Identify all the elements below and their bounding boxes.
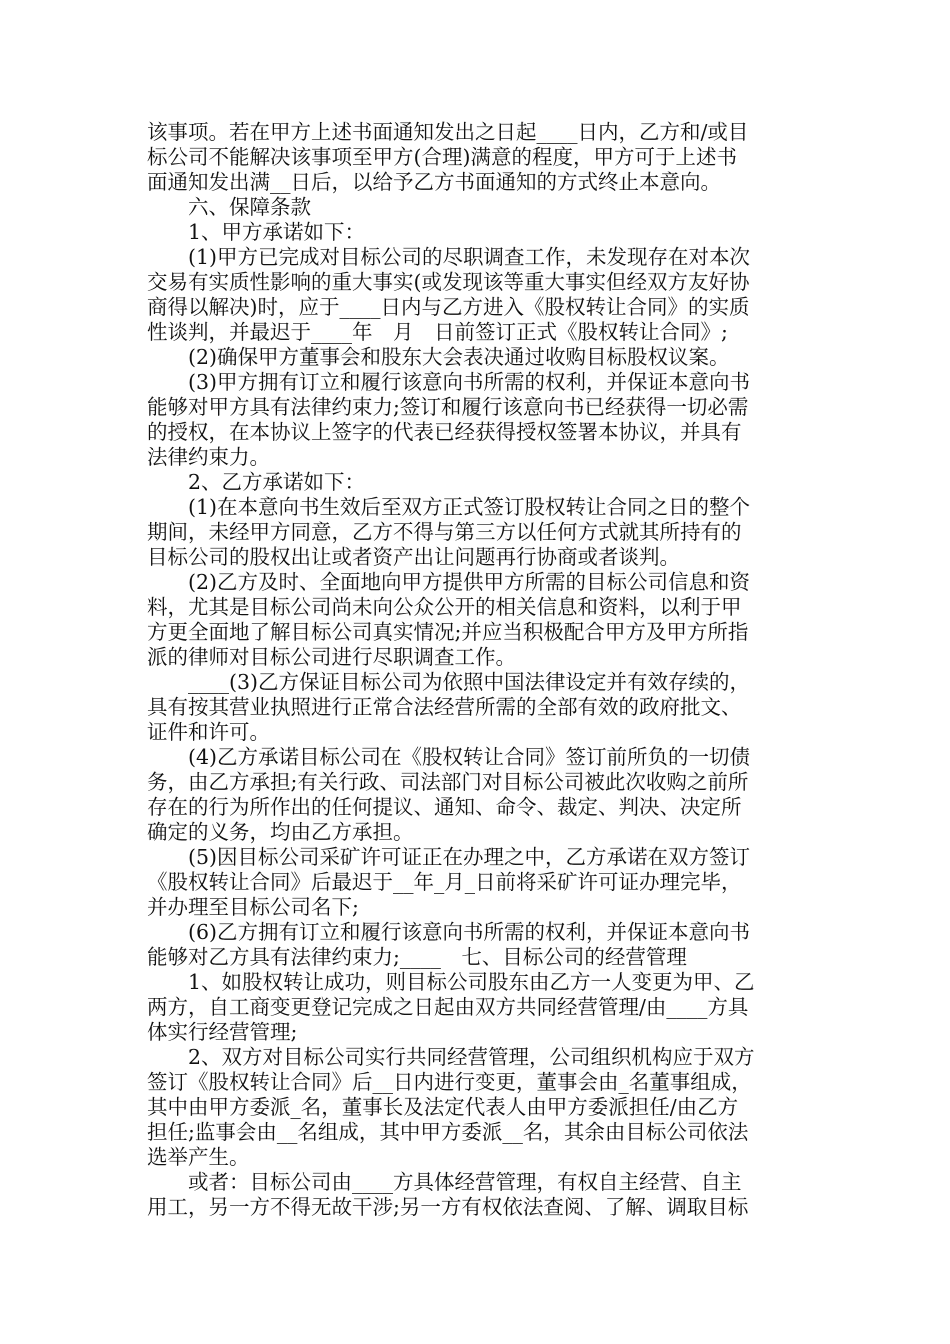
text-line: 的授权，在本协议上签字的代表已经获得授权签署本协议，并具有 bbox=[147, 420, 742, 444]
text-line: 担任;监事会由__名组成，其中甲方委派__名，其余由目标公司依法 bbox=[147, 1120, 749, 1144]
text-line: 体实行经营管理; bbox=[147, 1020, 298, 1044]
text-line: (2)乙方及时、全面地向甲方提供甲方所需的目标公司信息和资 bbox=[147, 570, 751, 594]
text-line: 期间，未经甲方同意，乙方不得与第三方以任何方式就其所持有的 bbox=[147, 520, 742, 544]
text-line: 《股权转让合同》后最迟于__年_月_日前将采矿许可证办理完毕， bbox=[147, 870, 742, 894]
text-line: (6)乙方拥有订立和履行该意向书所需的权利，并保证本意向书 bbox=[147, 920, 751, 944]
text-line: 签订《股权转让合同》后__日内进行变更，董事会由_名董事组成， bbox=[147, 1070, 752, 1094]
text-line: 能够对甲方具有法律约束力;签订和履行该意向书已经获得一切必需 bbox=[147, 395, 749, 419]
subsection-heading: 1、甲方承诺如下： bbox=[147, 220, 366, 244]
text-line: (5)因目标公司采矿许可证正在办理之中，乙方承诺在双方签订 bbox=[147, 845, 751, 869]
text-line: 用工，另一方不得无故干涉;另一方有权依法查阅、了解、调取目标 bbox=[147, 1195, 749, 1219]
text-line: 其中由甲方委派_名，董事长及法定代表人由甲方委派担任/由乙方 bbox=[147, 1095, 739, 1119]
text-line: 法律约束力。 bbox=[147, 445, 270, 469]
text-line: 两方，自工商变更登记完成之日起由双方共同经营管理/由____方具 bbox=[147, 995, 749, 1019]
text-line: 务，由乙方承担;有关行政、司法部门对目标公司被此次收购之前所 bbox=[147, 770, 749, 794]
text-line: 证件和许可。 bbox=[147, 720, 270, 744]
text-line: (3)甲方拥有订立和履行该意向书所需的权利，并保证本意向书 bbox=[147, 370, 751, 394]
text-line: 1、如股权转让成功，则目标公司股东由乙方一人变更为甲、乙 bbox=[147, 970, 755, 994]
text-line: 并办理至目标公司名下; bbox=[147, 895, 359, 919]
text-line: 料，尤其是目标公司尚未向公众公开的相关信息和资料，以利于甲 bbox=[147, 595, 742, 619]
text-line: 能够对乙方具有法律约束力;____ 七、目标公司的经营管理 bbox=[147, 945, 687, 969]
section-heading: 六、保障条款 bbox=[147, 195, 311, 219]
text-line: 商得以解决)时，应于____日内与乙方进入《股权转让合同》的实质 bbox=[147, 295, 750, 319]
text-line: 2、双方对目标公司实行共同经营管理，公司组织机构应于双方 bbox=[147, 1045, 755, 1069]
text-line: 性谈判，并最迟于____年 月 日前签订正式《股权转让合同》; bbox=[147, 320, 728, 344]
text-line: 具有按其营业执照进行正常合法经营所需的全部有效的政府批文、 bbox=[147, 695, 742, 719]
text-line: 确定的义务，均由乙方承担。 bbox=[147, 820, 414, 844]
text-line: (2)确保甲方董事会和股东大会表决通过收购目标股权议案。 bbox=[147, 345, 730, 369]
text-line: (4)乙方承诺目标公司在《股权转让合同》签订前所负的一切债 bbox=[147, 745, 751, 769]
text-line: 或者：目标公司由____方具体经营管理，有权自主经营、自主 bbox=[147, 1170, 742, 1194]
text-line: 标公司不能解决该事项至甲方(合理)满意的程度，甲方可于上述书 bbox=[147, 145, 737, 169]
text-line: 面通知发出满__日后，以给予乙方书面通知的方式终止本意向。 bbox=[147, 170, 721, 194]
subsection-heading: 2、乙方承诺如下： bbox=[147, 470, 366, 494]
text-line: 交易有实质性影响的重大事实(或发现该等重大事实但经双方友好协 bbox=[147, 270, 750, 294]
document-body bbox=[147, 120, 807, 1220]
text-line: ____(3)乙方保证目标公司为依照中国法律设定并有效存续的， bbox=[147, 670, 751, 694]
text-line: 选举产生。 bbox=[147, 1145, 250, 1169]
text-line: 方更全面地了解目标公司真实情况;并应当积极配合甲方及甲方所指 bbox=[147, 620, 749, 644]
text-line: 该事项。若在甲方上述书面通知发出之日起____日内，乙方和/或目 bbox=[147, 120, 749, 144]
text-line: (1)在本意向书生效后至双方正式签订股权转让合同之日的整个 bbox=[147, 495, 751, 519]
text-line: (1)甲方已完成对目标公司的尽职调查工作，未发现存在对本次 bbox=[147, 245, 751, 269]
text-line: 目标公司的股权出让或者资产出让问题再行协商或者谈判。 bbox=[147, 545, 680, 569]
text-line: 派的律师对目标公司进行尽职调查工作。 bbox=[147, 645, 516, 669]
text-line: 存在的行为所作出的任何提议、通知、命令、裁定、判决、决定所 bbox=[147, 795, 742, 819]
